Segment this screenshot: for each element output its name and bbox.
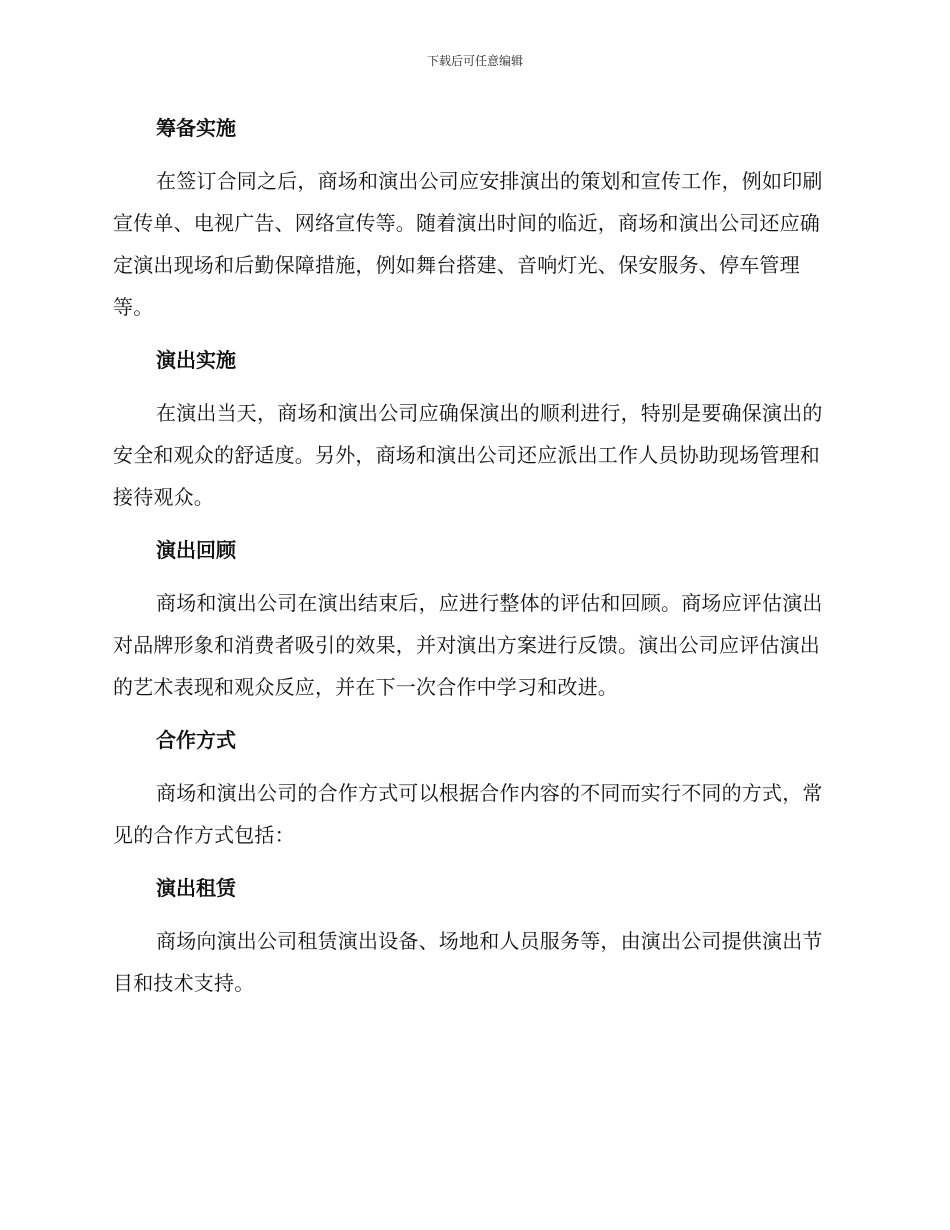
section-paragraph-performance: 在演出当天，商场和演出公司应确保演出的顺利进行，特别是要确保演出的安全和观众的舒适度。另外，商场和演出公司还应派出工作人员协助现场管理和接待观众。: [113, 401, 823, 509]
section-heading-performance: 演出实施: [156, 348, 236, 372]
section-paragraph-rental: 商场向演出公司租赁演出设备、场地和人员服务等，由演出公司提供演出节目和技术支持。: [113, 929, 823, 995]
section-heading-rental: 演出租赁: [156, 876, 236, 900]
page-header: 下载后可任意编辑: [426, 54, 523, 68]
document-body: [113, 108, 833, 1016]
section-paragraph-preparation: 在签订合同之后，商场和演出公司应安排演出的策划和宣传工作，例如印刷宣传单、电视广告、网络宣传等。随着演出时间的临近，商场和演出公司还应确定演出现场和后勤保障措施，例如舞台搭建、音响灯光、保安服务、停车管理等。: [113, 169, 823, 319]
section-paragraph-cooperation: 商场和演出公司的合作方式可以根据合作内容的不同而实行不同的方式，常见的合作方式包括：: [113, 781, 823, 847]
section-heading-review: 演出回顾: [156, 538, 236, 562]
section-heading-preparation: 筹备实施: [156, 116, 236, 140]
section-heading-cooperation: 合作方式: [156, 728, 236, 752]
section-paragraph-review: 商场和演出公司在演出结束后，应进行整体的评估和回顾。商场应评估演出对品牌形象和消费者吸引的效果，并对演出方案进行反馈。演出公司应评估演出的艺术表现和观众反应，并在下一次合作中学习和改进。: [113, 591, 823, 699]
